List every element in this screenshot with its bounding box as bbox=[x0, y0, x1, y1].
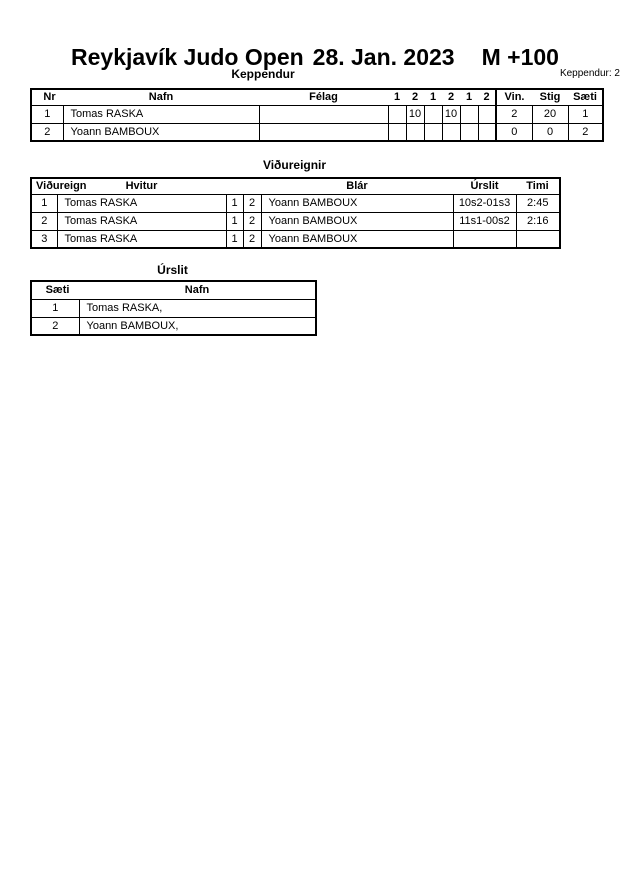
header-saeti: Sæti bbox=[568, 89, 603, 105]
vidureignir-header-row bbox=[31, 178, 560, 194]
cell-timi bbox=[516, 230, 560, 248]
header-spacer bbox=[226, 178, 243, 194]
cell-nafn: Yoann BAMBOUX, bbox=[79, 317, 316, 335]
cell-blar: Yoann BAMBOUX bbox=[261, 230, 453, 248]
cell-score-6 bbox=[478, 123, 496, 141]
header-hvitur: Hvitur bbox=[57, 178, 226, 194]
cell-score-4: 10 bbox=[442, 105, 460, 123]
header-nafn: Nafn bbox=[79, 281, 316, 299]
cell-score-1 bbox=[388, 123, 406, 141]
cell-blar-nr: 2 bbox=[243, 194, 261, 212]
cell-nafn: Tomas RASKA, bbox=[79, 299, 316, 317]
header-vidureign: Viðureign bbox=[31, 178, 57, 194]
cell-score-2: 10 bbox=[406, 105, 424, 123]
cell-nr: 1 bbox=[31, 105, 63, 123]
cell-timi: 2:16 bbox=[516, 212, 560, 230]
header-score-2: 2 bbox=[406, 89, 424, 105]
title-event-name: Reykjavík Judo Open bbox=[71, 44, 304, 70]
header-felag: Félag bbox=[259, 89, 388, 105]
cell-hvitur: Tomas RASKA bbox=[57, 212, 226, 230]
cell-hvitur-nr: 1 bbox=[226, 194, 243, 212]
cell-timi: 2:45 bbox=[516, 194, 560, 212]
header-vin: Vin. bbox=[496, 89, 532, 105]
cell-score-6 bbox=[478, 105, 496, 123]
cell-bout-nr: 1 bbox=[31, 194, 57, 212]
cell-felag bbox=[259, 105, 388, 123]
cell-blar-nr: 2 bbox=[243, 212, 261, 230]
cell-score-4 bbox=[442, 123, 460, 141]
cell-hvitur: Tomas RASKA bbox=[57, 230, 226, 248]
cell-felag bbox=[259, 123, 388, 141]
cell-score-1 bbox=[388, 105, 406, 123]
cell-saeti: 1 bbox=[568, 105, 603, 123]
standing-row bbox=[31, 299, 316, 317]
participants-count: Keppendur: 2 bbox=[559, 68, 620, 79]
section-label-vidureignir: Viðureignir bbox=[262, 158, 327, 172]
cell-vin: 0 bbox=[496, 123, 532, 141]
header-nr: Nr bbox=[31, 89, 63, 105]
keppendur-header-row bbox=[31, 89, 603, 105]
vidureignir-table bbox=[30, 177, 561, 249]
keppendur-table bbox=[30, 88, 604, 142]
bout-row bbox=[31, 212, 560, 230]
cell-hvitur-nr: 1 bbox=[226, 230, 243, 248]
header-score-6: 2 bbox=[478, 89, 496, 105]
cell-score-3 bbox=[424, 105, 442, 123]
header-urslit: Úrslit bbox=[453, 178, 516, 194]
header-score-5: 1 bbox=[460, 89, 478, 105]
header-spacer bbox=[243, 178, 261, 194]
section-label-keppendur: Keppendur bbox=[231, 67, 295, 81]
cell-score-5 bbox=[460, 123, 478, 141]
header-score-1: 1 bbox=[388, 89, 406, 105]
cell-urslit: 10s2-01s3 bbox=[453, 194, 516, 212]
title-weight-category: M +100 bbox=[481, 44, 559, 70]
keppendur-row bbox=[31, 105, 603, 123]
bout-row bbox=[31, 230, 560, 248]
cell-nafn: Yoann BAMBOUX bbox=[63, 123, 259, 141]
cell-score-2 bbox=[406, 123, 424, 141]
keppendur-row bbox=[31, 123, 603, 141]
cell-vin: 2 bbox=[496, 105, 532, 123]
header-score-4: 2 bbox=[442, 89, 460, 105]
title-event-date: 28. Jan. 2023 bbox=[312, 44, 455, 70]
urslit-header-row bbox=[31, 281, 316, 299]
header-nafn: Nafn bbox=[63, 89, 259, 105]
cell-score-3 bbox=[424, 123, 442, 141]
cell-score-5 bbox=[460, 105, 478, 123]
cell-nr: 2 bbox=[31, 123, 63, 141]
header-saeti: Sæti bbox=[31, 281, 79, 299]
cell-saeti: 2 bbox=[31, 317, 79, 335]
cell-saeti: 2 bbox=[568, 123, 603, 141]
cell-bout-nr: 2 bbox=[31, 212, 57, 230]
bout-row bbox=[31, 194, 560, 212]
cell-saeti: 1 bbox=[31, 299, 79, 317]
cell-hvitur: Tomas RASKA bbox=[57, 194, 226, 212]
header-timi: Timi bbox=[516, 178, 560, 194]
cell-blar: Yoann BAMBOUX bbox=[261, 212, 453, 230]
cell-hvitur-nr: 1 bbox=[226, 212, 243, 230]
cell-urslit bbox=[453, 230, 516, 248]
cell-blar-nr: 2 bbox=[243, 230, 261, 248]
header-score-3: 1 bbox=[424, 89, 442, 105]
cell-stig: 20 bbox=[532, 105, 568, 123]
header-stig: Stig bbox=[532, 89, 568, 105]
cell-nafn: Tomas RASKA bbox=[63, 105, 259, 123]
standing-row bbox=[31, 317, 316, 335]
header-blar: Blár bbox=[261, 178, 453, 194]
cell-blar: Yoann BAMBOUX bbox=[261, 194, 453, 212]
cell-stig: 0 bbox=[532, 123, 568, 141]
urslit-table bbox=[30, 280, 317, 336]
cell-bout-nr: 3 bbox=[31, 230, 57, 248]
section-label-urslit: Úrslit bbox=[157, 263, 188, 277]
cell-urslit: 11s1-00s2 bbox=[453, 212, 516, 230]
